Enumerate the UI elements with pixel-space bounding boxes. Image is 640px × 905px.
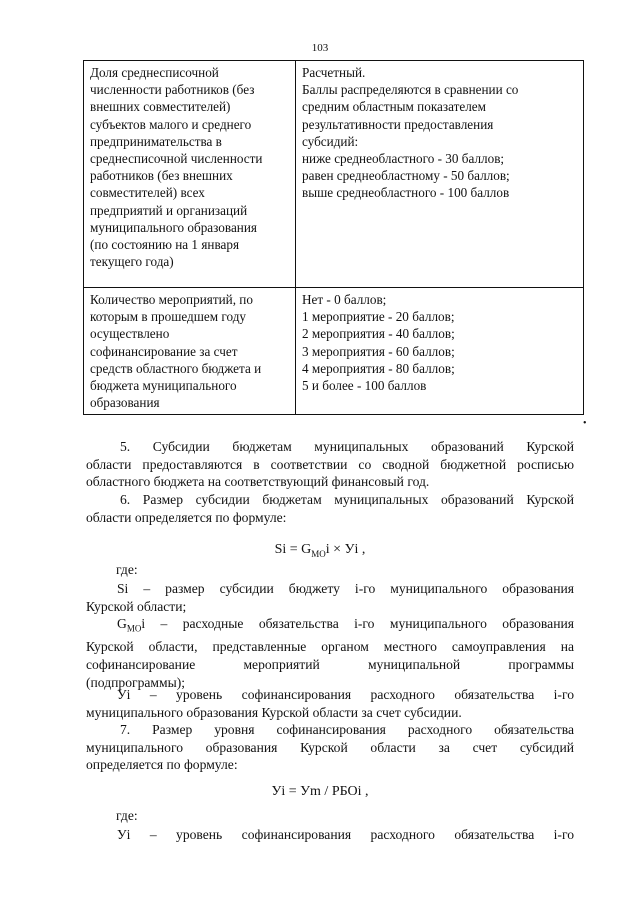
cell-line: 5 и более - 100 баллов	[302, 378, 427, 394]
text-line: Si – размер субсидии бюджету i-го муниципального образования	[117, 581, 574, 596]
formula-text: i × Уi ,	[325, 542, 366, 557]
paragraph-6	[86, 491, 574, 526]
text-line: 5. Субсидии бюджетам муниципальных образований Курской	[120, 439, 574, 454]
definition-yi	[86, 686, 574, 721]
cell-line: предпринимательства в	[90, 133, 222, 149]
cell-line: численности работников (без	[90, 82, 255, 98]
cell-line: совместителей) всех	[90, 185, 205, 201]
cell-line: субсидий:	[302, 133, 359, 149]
cell-line: Нет - 0 баллов;	[302, 292, 387, 307]
cell-line: предприятий и организаций	[90, 202, 248, 218]
text-line	[86, 615, 574, 638]
cell-line: которым в прошедшем году	[90, 309, 246, 325]
criterion-name-cell	[84, 61, 296, 288]
text-line: определяется по формуле:	[86, 757, 238, 773]
cell-line: Баллы распределяются в сравнении со	[302, 82, 519, 98]
cell-line: 4 мероприятия - 80 баллов;	[302, 360, 455, 376]
cell-line: 1 мероприятие - 20 баллов;	[302, 309, 455, 325]
cell-line: 2 мероприятия - 40 баллов;	[302, 326, 455, 342]
text-line: Уi – уровень софинансирования расходного обязательства i-го	[117, 827, 574, 842]
cell-line: (по состоянию на 1 января	[90, 237, 240, 253]
formula-cofinancing: Уi = Уm / РБОi ,	[271, 784, 369, 799]
cell-line: средним областным показателем	[302, 99, 487, 115]
text-line: областного бюджета на соответствующий финансовый год.	[86, 474, 430, 490]
text-line: (подпрограммы);	[86, 674, 186, 690]
cell-line: результативности предоставления	[302, 116, 494, 132]
cell-line: текущего года)	[90, 254, 174, 270]
text-line: Уi – уровень софинансирования расходного обязательства i-го	[117, 687, 574, 702]
cell-line: средств областного бюджета и	[90, 360, 262, 376]
criterion-name-cell	[84, 288, 296, 415]
cell-line: среднесписочной численности	[90, 151, 263, 167]
text-line: 6. Размер субсидии бюджетам муниципальных образований Курской	[120, 492, 574, 507]
text-line: 7. Размер уровня софинансирования расходного обязательства	[120, 722, 574, 737]
cell-line: работников (без внешних	[90, 168, 233, 184]
cell-line: 3 мероприятия - 60 баллов;	[302, 343, 455, 359]
criterion-scoring-cell	[296, 288, 584, 415]
text-line: Курской области;	[86, 598, 187, 614]
text-fragment: i – расходные обязательства i-го муниципального образования	[141, 616, 574, 631]
where-label: где:	[116, 808, 138, 823]
scan-dot: •	[583, 418, 587, 429]
cell-line: муниципального образования	[90, 219, 257, 235]
paragraph-5	[86, 438, 574, 491]
cell-line: Расчетный.	[302, 65, 366, 80]
formula-subsidy	[0, 542, 640, 559]
symbol: G	[117, 616, 127, 631]
text-line: софинансирование мероприятий муниципальной программы	[86, 657, 574, 673]
text-line: муниципального образования Курской области за счет субсидии.	[86, 704, 462, 720]
criteria-table	[83, 60, 584, 415]
table-row	[84, 288, 584, 415]
cell-line: Доля среднесписочной	[90, 65, 219, 80]
definition-yi-2	[86, 826, 574, 844]
cell-line: равен среднеобластному - 50 баллов;	[302, 168, 510, 184]
text-line: муниципального образования Курской области за счет субсидий	[86, 739, 574, 755]
cell-line: выше среднеобластного - 100 баллов	[302, 185, 510, 201]
definition-si	[86, 580, 574, 615]
formula-subscript: MO	[311, 548, 326, 559]
cell-line: субъектов малого и среднего	[90, 116, 252, 132]
criterion-scoring-cell	[296, 61, 584, 288]
cell-line: бюджета муниципального	[90, 378, 237, 394]
where-label: где:	[116, 562, 138, 577]
page-number: 103	[311, 42, 329, 54]
text-line: области определяется по формуле:	[86, 509, 287, 525]
cell-line: Количество мероприятий, по	[90, 292, 253, 307]
paragraph-7	[86, 721, 574, 774]
text-line: Курской области, представленные органом местного самоуправления на	[86, 639, 574, 655]
table-row	[84, 61, 584, 288]
cell-line: образования	[90, 395, 160, 411]
formula-text: Si = G	[274, 542, 312, 557]
cell-line: софинансирование за счет	[90, 343, 238, 359]
definition-gmoi	[86, 615, 574, 692]
text-line: области предоставляются в соответствии со сводной бюджетной росписью	[86, 456, 574, 472]
cell-line: осуществлено	[90, 326, 170, 342]
cell-line: внешних совместителей)	[90, 99, 231, 115]
cell-line: ниже среднеобластного - 30 баллов;	[302, 151, 505, 167]
symbol-subscript: MO	[126, 623, 142, 634]
